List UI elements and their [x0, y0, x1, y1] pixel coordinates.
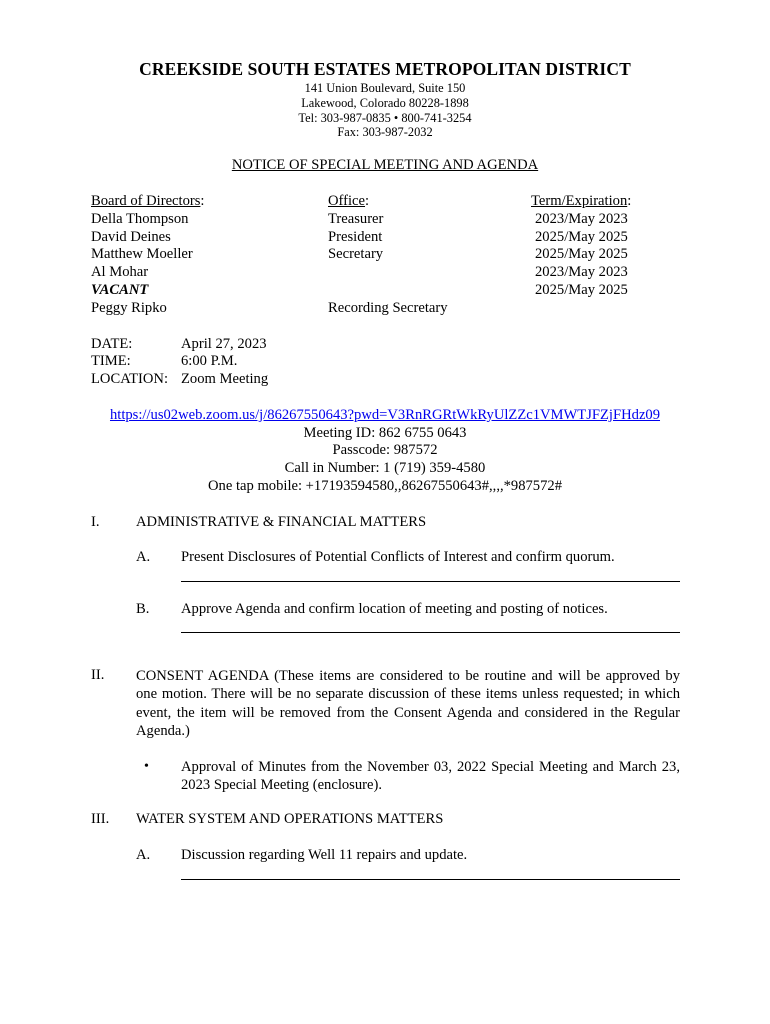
office-heading-text: Office: [328, 193, 366, 209]
board-heading: Board of Directors:: [91, 193, 205, 209]
director-name: Al Mohar: [91, 264, 149, 280]
time-value: 6:00 P.M.: [181, 353, 238, 369]
director-name-vacant: VACANT: [91, 282, 149, 298]
item-3a-text: Discussion regarding Well 11 repairs and update.: [181, 847, 468, 863]
director-office: President: [328, 229, 383, 245]
notice-title: [0, 157, 770, 174]
address-line-2: Lakewood, Colorado 80228-1898: [301, 96, 469, 110]
consent-agenda-paragraph: CONSENT AGENDA (These items are considered to be routine and will be approved by one motion. There will be no separate discussion of these items unless requested; in which event, the item will be removed from the Consent Agenda and considered in the Regular Agenda.): [136, 668, 680, 740]
section-3-title: WATER SYSTEM AND OPERATIONS MATTERS: [136, 811, 444, 827]
location-label: LOCATION:: [91, 371, 169, 387]
passcode: Passcode: 987572: [332, 442, 438, 458]
item-1a-text: Present Disclosures of Potential Conflicts of Interest and confirm quorum.: [181, 549, 615, 565]
call-in-number: Call in Number: 1 (719) 359-4580: [284, 460, 486, 476]
item-1b-text: Approve Agenda and confirm location of meeting and posting of notices.: [181, 601, 608, 617]
office-heading: Office:: [328, 193, 370, 209]
director-term: 2025/May 2025: [535, 282, 628, 298]
item-1a-letter: A.: [136, 549, 151, 565]
date-label: DATE:: [91, 336, 133, 352]
director-name: Della Thompson: [91, 211, 189, 227]
time-label: TIME:: [91, 353, 131, 369]
board-heading-text: Board of Directors: [91, 193, 201, 209]
telephone-line: Tel: 303-987-0835 • 800-741-3254: [298, 111, 472, 125]
term-heading-text: Term/Expiration: [531, 193, 628, 209]
item-3a-letter: A.: [136, 847, 151, 863]
one-tap-mobile: One tap mobile: +17193594580,,86267550643#,,,,*987572#: [208, 478, 562, 494]
director-name: Peggy Ripko: [91, 300, 167, 316]
fax-line: Fax: 303-987-2032: [337, 125, 433, 139]
meeting-id: Meeting ID: 862 6755 0643: [303, 425, 467, 441]
director-term: 2023/May 2023: [535, 264, 628, 280]
bullet-icon: •: [144, 759, 149, 774]
director-office: Treasurer: [328, 211, 384, 227]
section-1-title: ADMINISTRATIVE & FINANCIAL MATTERS: [136, 514, 427, 530]
section-3-number: III.: [91, 811, 110, 827]
item-1b-rule: [181, 632, 680, 633]
address-line-1: 141 Union Boulevard, Suite 150: [304, 81, 466, 95]
director-term: 2023/May 2023: [535, 211, 628, 227]
director-name: Matthew Moeller: [91, 246, 193, 262]
item-3a-rule: [181, 879, 680, 880]
item-1b-letter: B.: [136, 601, 150, 617]
notice-title-text: NOTICE OF SPECIAL MEETING AND AGENDA: [231, 157, 539, 173]
director-office: Recording Secretary: [328, 300, 448, 316]
term-heading: Term/Expiration:: [531, 193, 632, 209]
consent-item-text: Approval of Minutes from the November 03, 2022 Special Meeting and March 23, 2023 Special Meeting (enclosure).: [181, 759, 680, 794]
section-2-number: II.: [91, 667, 105, 683]
zoom-meeting-link[interactable]: https://us02web.zoom.us/j/86267550643?pwd=V3RnRGRtWkRyUlZZc1VMWTJFZjFHdz09: [109, 407, 661, 423]
director-name: David Deines: [91, 229, 171, 245]
location-value: Zoom Meeting: [181, 371, 269, 387]
section-1-number: I.: [91, 514, 100, 530]
district-title: CREEKSIDE SOUTH ESTATES METROPOLITAN DISTRICT: [139, 59, 631, 79]
date-value: April 27, 2023: [181, 336, 267, 352]
director-office: Secretary: [328, 246, 384, 262]
zoom-link-row: [0, 407, 770, 424]
item-1a-rule: [181, 581, 680, 582]
director-term: 2025/May 2025: [535, 246, 628, 262]
director-term: 2025/May 2025: [535, 229, 628, 245]
